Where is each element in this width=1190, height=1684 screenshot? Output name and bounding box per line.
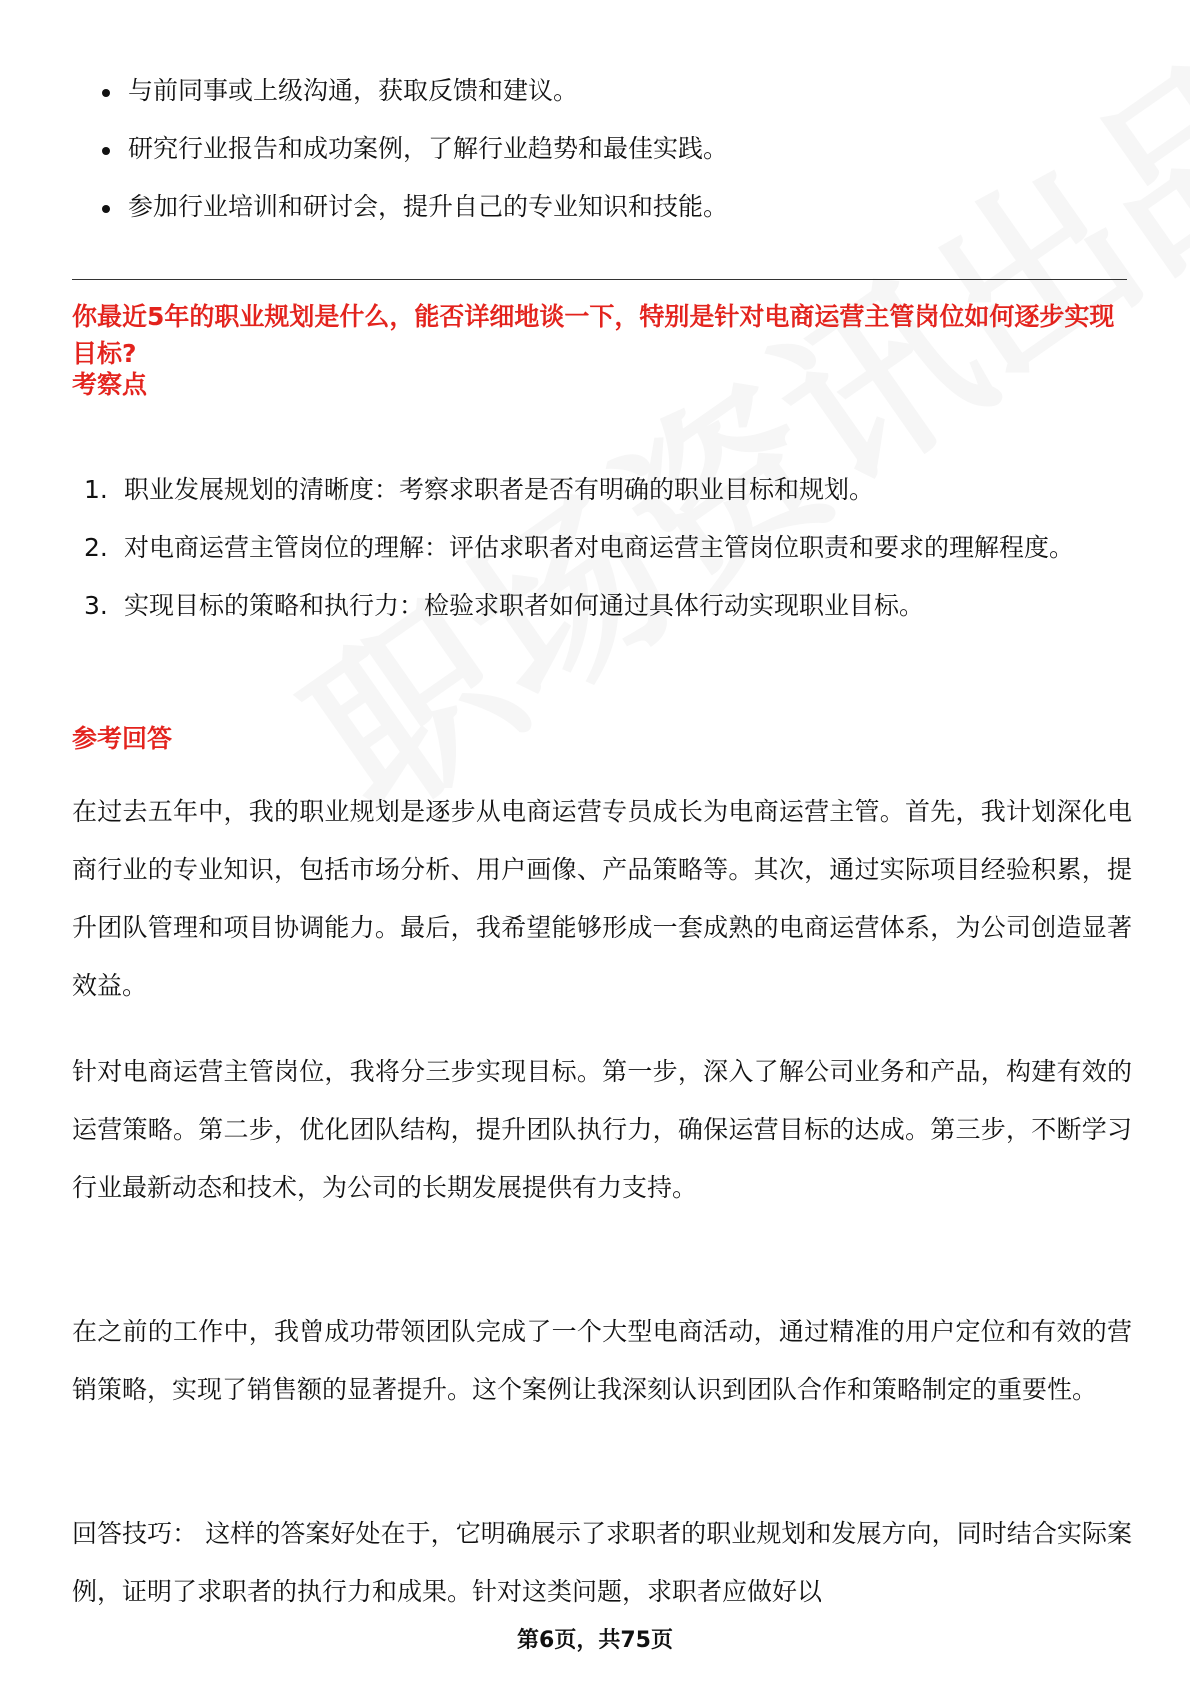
answer-paragraph: 针对电商运营主管岗位，我将分三步实现目标。第一步，深入了解公司业务和产品，构建有效的运营策略。第二步，优化团队结构，提升团队执行力，确保运营目标的达成。第三步，不断学习行业最新动态和技术，为公司的长期发展提供有力支持。 bbox=[72, 1057, 1132, 1202]
bullet-text: 参加行业培训和研讨会，提升自己的专业知识和技能。 bbox=[128, 192, 729, 221]
focus-point-item bbox=[84, 577, 1134, 635]
bullet-dot-icon bbox=[102, 147, 110, 155]
focus-point-item bbox=[84, 461, 1134, 519]
focus-point-number: 2. bbox=[84, 533, 108, 562]
bullet-text: 与前同事或上级沟通，获取反馈和建议。 bbox=[128, 76, 579, 105]
bullet-list bbox=[94, 62, 728, 236]
bullet-text: 研究行业报告和成功案例，了解行业趋势和最佳实践。 bbox=[128, 134, 729, 163]
answer-tip-paragraph: 回答技巧： 这样的答案好处在于，它明确展示了求职者的职业规划和发展方向，同时结合实际案例，证明了求职者的执行力和成果。针对这类问题，求职者应做好以 bbox=[72, 1519, 1132, 1606]
focus-point-item bbox=[84, 519, 1134, 577]
answer-paragraph: 在过去五年中，我的职业规划是逐步从电商运营专员成长为电商运营主管。首先，我计划深化电商行业的专业知识，包括市场分析、用户画像、产品策略等。其次，通过实际项目经验积累，提升团队管理和项目协调能力。最后，我希望能够形成一套成熟的电商运营体系，为公司创造显著效益。 bbox=[72, 797, 1132, 1000]
answer-heading: 参考回答 bbox=[72, 724, 173, 753]
focus-point-text: 对电商运营主管岗位的理解：评估求职者对电商运营主管岗位职责和要求的理解程度。 bbox=[124, 533, 1075, 562]
focus-points-list bbox=[84, 461, 1134, 635]
question-heading: 你最近5年的职业规划是什么，能否详细地谈一下，特别是针对电商运营主管岗位如何逐步实现目标? bbox=[72, 302, 1115, 368]
bullet-item bbox=[94, 62, 728, 120]
focus-heading: 考察点 bbox=[72, 370, 148, 399]
bullet-item bbox=[94, 120, 728, 178]
section-divider bbox=[72, 279, 1127, 280]
focus-point-number: 1. bbox=[84, 475, 108, 504]
bullet-dot-icon bbox=[102, 205, 110, 213]
page-number: 第6页，共75页 bbox=[517, 1628, 673, 1653]
bullet-item bbox=[94, 178, 728, 236]
bullet-dot-icon bbox=[102, 89, 110, 97]
focus-point-number: 3. bbox=[84, 591, 108, 620]
focus-point-text: 职业发展规划的清晰度：考察求职者是否有明确的职业目标和规划。 bbox=[124, 475, 875, 504]
answer-paragraph: 在之前的工作中，我曾成功带领团队完成了一个大型电商活动，通过精准的用户定位和有效的营销策略，实现了销售额的显著提升。这个案例让我深刻认识到团队合作和策略制定的重要性。 bbox=[72, 1317, 1132, 1404]
focus-point-text: 实现目标的策略和执行力：检验求职者如何通过具体行动实现职业目标。 bbox=[124, 591, 925, 620]
